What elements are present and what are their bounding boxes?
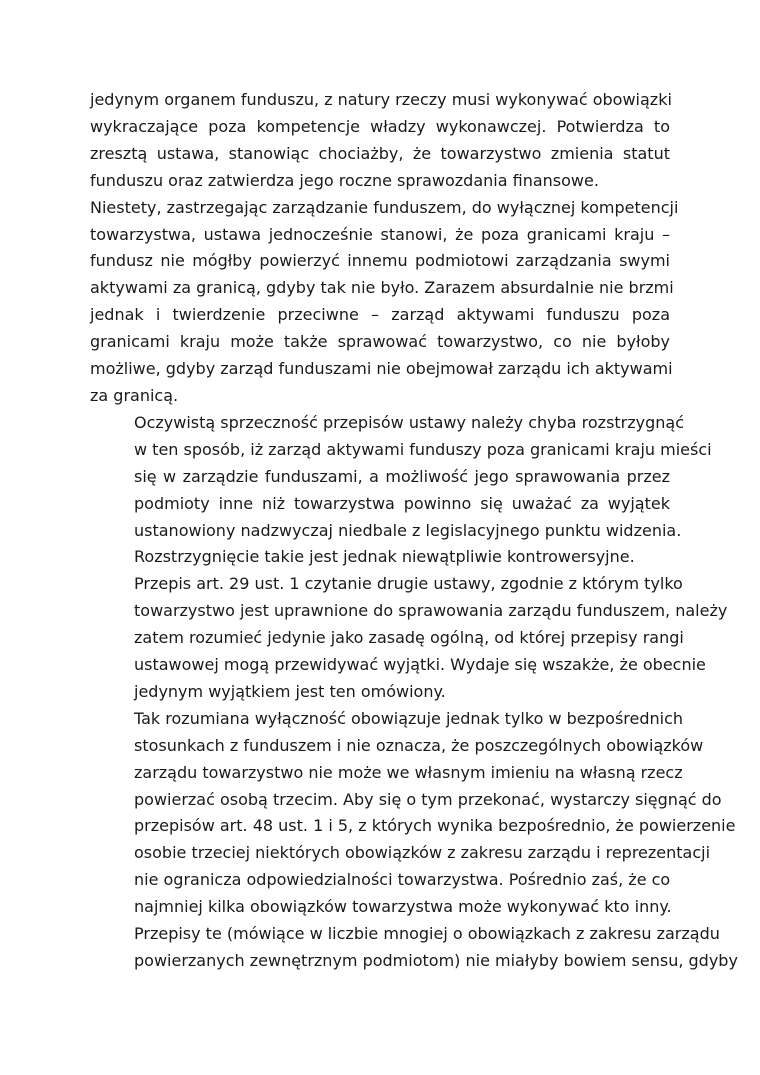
- text-line: Oczywistą sprzeczność przepisów ustawy należy chyba rozstrzygnąć: [134, 412, 685, 432]
- text-line: najmniej kilka obowiązków towarzystwa może wykonywać kto inny.: [134, 897, 672, 917]
- text-line: zatem rozumieć jedynie jako zasadę ogólną, od której przepisy rangi: [134, 628, 684, 648]
- text-line: jedynym wyjątkiem jest ten omówiony.: [134, 681, 446, 701]
- text-line: stosunkach z funduszem i nie oznacza, że poszczególnych obowiązków: [134, 735, 704, 755]
- text-line: możliwe, gdyby zarząd funduszami nie obejmował zarządu ich aktywami: [90, 359, 673, 379]
- text-line: się w zarządzie funduszami, a możliwość jego sprawowania przez: [134, 466, 670, 486]
- text-line: towarzystwa, ustawa jednocześnie stanowi, że poza granicami kraju –: [90, 224, 670, 244]
- paragraph-5: [90, 706, 738, 975]
- text-line: Przepis art. 29 ust. 1 czytanie drugie ustawy, zgodnie z którym tylko: [134, 574, 683, 594]
- text-line: zarządu towarzystwo nie może we własnym imieniu na własną rzecz: [134, 762, 683, 782]
- paragraph-4: [90, 571, 728, 706]
- text-line: Tak rozumiana wyłączność obowiązuje jednak tylko w bezpośrednich: [134, 708, 684, 728]
- text-line: osobie trzeciej niektórych obowiązków z zakresu zarządu i reprezentacji: [134, 843, 711, 863]
- text-line: towarzystwo jest uprawnione do sprawowania zarządu funduszem, należy: [134, 601, 728, 621]
- text-line: wykraczające poza kompetencje władzy wykonawczej. Potwierdza to: [90, 116, 670, 136]
- text-line: fundusz nie mógłby powierzyć innemu podmiotowi zarządzania swymi: [90, 251, 670, 271]
- text-line: za granicą.: [90, 385, 179, 405]
- text-line: granicami kraju może także sprawować towarzystwo, co nie byłoby: [90, 332, 670, 352]
- text-line: ustanowiony nadzwyczaj niedbale z legislacyjnego punktu widzenia.: [134, 520, 682, 540]
- text-line: aktywami za granicą, gdyby tak nie było. Zarazem absurdalnie nie brzmi: [90, 278, 674, 298]
- text-line: przepisów art. 48 ust. 1 i 5, z których wynika bezpośrednio, że powierzenie: [134, 816, 736, 836]
- text-line: ustawowej mogą przewidywać wyjątki. Wydaje się wszakże, że obecnie: [134, 655, 706, 675]
- text-line: powierzać osobą trzecim. Aby się o tym przekonać, wystarczy sięgnąć do: [134, 789, 722, 809]
- text-line: Przepisy te (mówiące w liczbie mnogiej o obowiązkach z zakresu zarządu: [134, 924, 720, 944]
- text-line: jednak i twierdzenie przeciwne – zarząd aktywami funduszu poza: [90, 305, 670, 325]
- paragraph-2: [90, 195, 679, 410]
- text-line: podmioty inne niż towarzystwa powinno się uważać za wyjątek: [134, 493, 670, 513]
- text-line: zresztą ustawa, stanowiąc chociażby, że towarzystwo zmienia statut: [90, 143, 670, 163]
- text-line: Rozstrzygnięcie takie jest jednak niewątpliwie kontrowersyjne.: [134, 547, 635, 567]
- text-line: w ten sposób, iż zarząd aktywami funduszy poza granicami kraju mieści: [134, 439, 712, 459]
- text-line: jedynym organem funduszu, z natury rzeczy musi wykonywać obowiązki: [90, 90, 672, 109]
- text-line: Niestety, zastrzegając zarządzanie funduszem, do wyłącznej kompetencji: [90, 197, 679, 217]
- paragraph-1: [90, 87, 670, 195]
- paragraph-3: [90, 410, 712, 571]
- document-body: [90, 87, 738, 975]
- text-line: funduszu oraz zatwierdza jego roczne sprawozdania finansowe.: [90, 170, 599, 190]
- text-line: nie ogranicza odpowiedzialności towarzystwa. Pośrednio zaś, że co: [134, 870, 671, 890]
- text-line: powierzanych zewnętrznym podmiotom) nie miałyby bowiem sensu, gdyby: [134, 951, 738, 970]
